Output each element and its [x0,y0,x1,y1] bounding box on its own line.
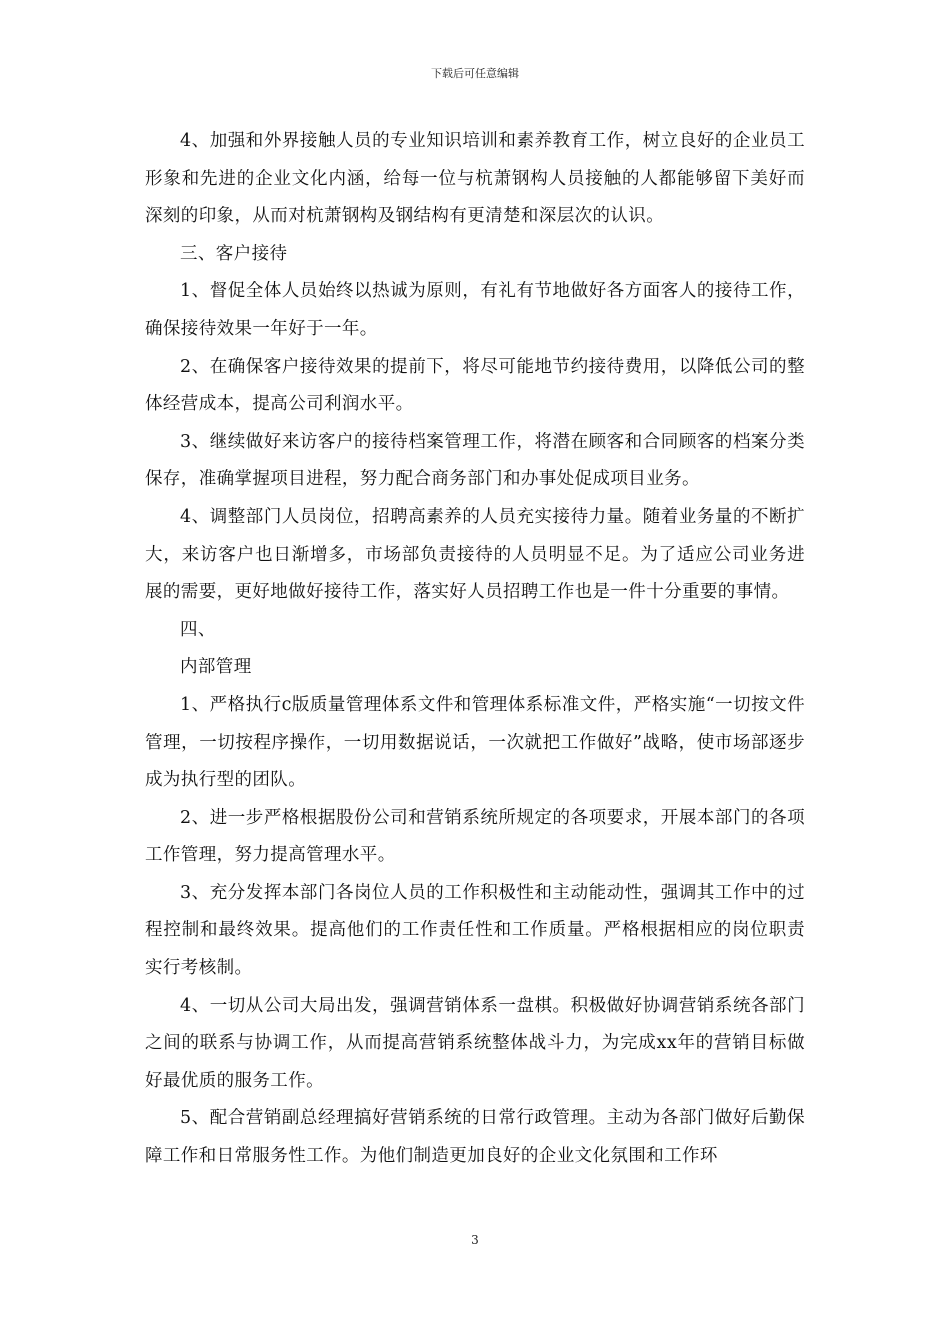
paragraph-reception-1: 1、督促全体人员始终以热诚为原则，有礼有节地做好各方面客人的接待工作，确保接待效果一年好于一年。 [145,281,805,339]
section-heading-reception: 三、客户接待 [180,243,288,264]
paragraph-reception-3: 3、继续做好来访客户的接待档案管理工作，将潜在顾客和合同顾客的档案分类保存，准确掌握项目进程，努力配合商务部门和办事处促成项目业务。 [145,431,805,490]
paragraph-internal-1: 1、严格执行c版质量管理体系文件和管理体系标准文件，严格实施“一切按文件管理，一切按程序操作，一切用数据说话，一次就把工作做好”战略，使市场部逐步成为执行型的团队。 [145,694,805,791]
section-number-four: 四、 [180,619,216,640]
paragraph-reception-2: 2、在确保客户接待效果的提前下，将尽可能地节约接待费用，以降低公司的整体经营成本，提高公司利润水平。 [145,356,805,415]
paragraph-internal-2: 2、进一步严格根据股份公司和营销系统所规定的各项要求，开展本部门的各项工作管理，努力提高管理水平。 [145,807,805,866]
document-body [145,123,805,1176]
paragraph-internal-5: 5、配合营销副总经理搞好营销系统的日常行政管理。主动为各部门做好后勤保障工作和日常服务性工作。为他们制造更加良好的企业文化氛围和工作环 [145,1108,805,1167]
paragraph-internal-4: 4、一切从公司大局出发，强调营销体系一盘棋。积极做好协调营销系统各部门之间的联系与协调工作，从而提高营销系统整体战斗力，为完成xx年的营销目标做好最优质的服务工作。 [145,995,805,1091]
paragraph-internal-3: 3、充分发挥本部门各岗位人员的工作积极性和主动能动性，强调其工作中的过程控制和最终效果。提高他们的工作责任性和工作质量。严格根据相应的岗位职责实行考核制。 [145,882,805,979]
header-note: 下载后可任意编辑 [431,67,519,80]
section-heading-internal: 内部管理 [180,657,252,678]
paragraph-reception-4: 4、调整部门人员岗位，招聘高素养的人员充实接待力量。随着业务量的不断扩大，来访客户也日渐增多，市场部负责接待的人员明显不足。为了适应公司业务进展的需要，更好地做好接待工作，落实好人员招聘工作也是一件十分重要的事情。 [145,506,805,603]
paragraph-training: 4、加强和外界接触人员的专业知识培训和素养教育工作，树立良好的企业员工形象和先进的企业文化内涵，给每一位与杭萧钢构人员接触的人都能够留下美好而深刻的印象，从而对杭萧钢构及钢结构有更清楚和深层次的认识。 [145,131,805,227]
page-number: 3 [471,1233,479,1247]
